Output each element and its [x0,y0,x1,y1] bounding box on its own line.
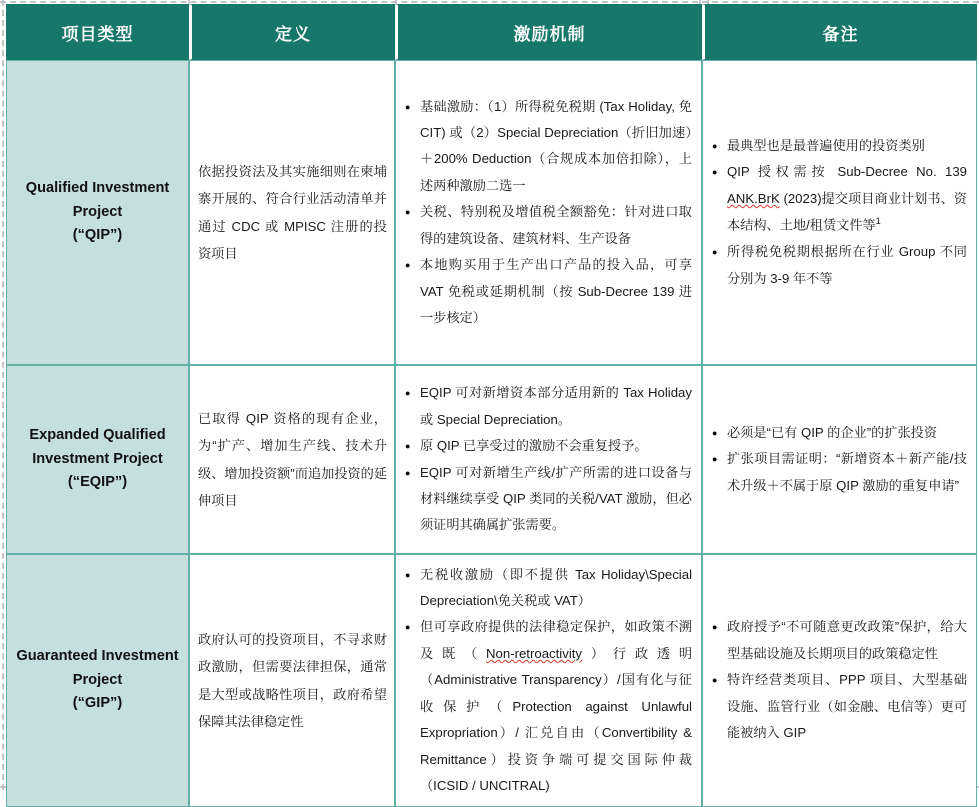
incentive-text-pre: 但可享政府提供的法律稳定保护，如政策不溯及既（ [420,619,692,661]
list-item: ● EQIP 可对新增资本部分适用新的 Tax Holiday 或 Special Depreciation。 [405,380,692,433]
list-item: ● 关税、特别税及增值税全额豁免：针对进口取得的建筑设备、建筑材料、生产设备 [405,199,692,252]
footnote-marker: 1 [875,216,881,227]
table-row [6,60,977,365]
list-item: ● EQIP 可对新增生产线/扩产所需的进口设备与材料继续享受 QIP 类同的关税/VAT 激励，但必须证明其确属扩张需要。 [405,460,692,539]
remark-text-post: (2023)提交项目商业计划书、资本结构、土地/租赁文件等 [727,190,967,233]
remark-list-eqip [712,420,967,499]
spellcheck-misspelled-word: Non-retroactivity [486,645,583,661]
definition-qip: 依据投资法及其实施细则在柬埔寨开展的、符合行业活动清单并通过 CDC 或 MPISC 注册的投资项目 [189,60,395,365]
table-header-row [6,4,977,60]
list-item-with-spellcheck [405,614,692,799]
remarks-qip [702,60,977,365]
project-name-line-2: Project [72,671,123,688]
list-item: ● 扩张项目需证明：“新增资本＋新产能/技术升级＋不属于原 QIP 激励的重复申请” [712,446,967,499]
list-item: ● 所得税免税期根据所在行业 Group 不同分别为 3-9 年不等 [712,239,967,292]
project-type-name-qip [6,60,189,365]
table-row [6,365,977,554]
table-row [6,554,977,807]
column-header-incentive-mechanism: 激励机制 [395,4,702,60]
remark-list-gip [712,614,967,746]
incentive-list-qip [405,94,692,332]
list-item: ● 基础激励：（1）所得税免税期 (Tax Holiday, 免 CIT) 或（2）Special Depreciation（折旧加速）＋200% Deduction（合规成本加倍扣除），上述两种激励二选一 [405,94,692,200]
list-item: ● 无税收激励（即不提供 Tax Holiday\Special Depreciation\免关税或 VAT） [405,562,692,615]
project-name-line-1: Qualified Investment [25,180,170,197]
list-item-with-spellcheck [712,159,967,239]
list-item: ● 政府授予“不可随意更改政策”保护，给大型基础设施及长期项目的政策稳定性 [712,614,967,667]
incentive-text-post: ）行政透明（Administrative Transparency）/国有化与征收保护（Protection against Unlawful Expropriation）/ 汇兑自由（Convertibility & Remittance）投资争端可提交国际仲裁（ICSID / UNCITRAL) [420,645,693,793]
investment-project-types-table [6,4,977,807]
project-name-line-1: Expanded Qualified [29,427,166,444]
column-header-project-type: 项目类型 [6,4,189,60]
project-name-abbrev: (“QIP”) [72,227,123,244]
list-item: ● 最典型也是最普遍使用的投资类别 [712,133,967,159]
incentive-list-gip [405,562,692,800]
incentives-eqip [395,365,702,554]
column-header-definition: 定义 [189,4,395,60]
remark-list-qip [712,133,967,292]
project-name-abbrev: (“EQIP”) [67,474,128,491]
incentives-qip [395,60,702,365]
project-type-name-gip [6,554,189,807]
project-name-line-1: Guaranteed Investment [16,648,179,665]
list-item: ● 特许经营类项目、PPP 项目、大型基础设施、监管行业（如金融、电信等）更可能被纳入 GIP [712,667,967,746]
list-item: ● 必须是“已有 QIP 的企业”的扩张投资 [712,420,967,446]
spellcheck-misspelled-word: ANK.BrK [727,190,780,206]
remarks-eqip [702,365,977,554]
definition-gip: 政府认可的投资项目，不寻求财政激励，但需要法律担保，通常是大型或战略性项目，政府希望保障其法律稳定性 [189,554,395,807]
incentives-gip [395,554,702,807]
project-name-line-2: Project [72,203,123,220]
project-name-line-2: Investment Project [32,450,163,467]
remark-text-pre: QIP 授权需按 Sub-Decree No. 139 [727,164,967,180]
column-header-remarks: 备注 [702,4,977,60]
incentive-list-eqip [405,380,692,538]
project-type-name-eqip [6,365,189,554]
page-guide-top [0,1,979,3]
remarks-gip [702,554,977,807]
page-guide-left [2,0,4,790]
list-item: ● 本地购买用于生产出口产品的投入品，可享 VAT 免税或延期机制（按 Sub-Decree 139 进一步核定） [405,252,692,331]
definition-eqip: 已取得 QIP 资格的现有企业，为“扩产、增加生产线、技术升级、增加投资额”而追加投资的延伸项目 [189,365,395,554]
project-name-abbrev: (“GIP”) [72,695,123,712]
list-item: ● 原 QIP 已享受过的激励不会重复授予。 [405,433,692,459]
